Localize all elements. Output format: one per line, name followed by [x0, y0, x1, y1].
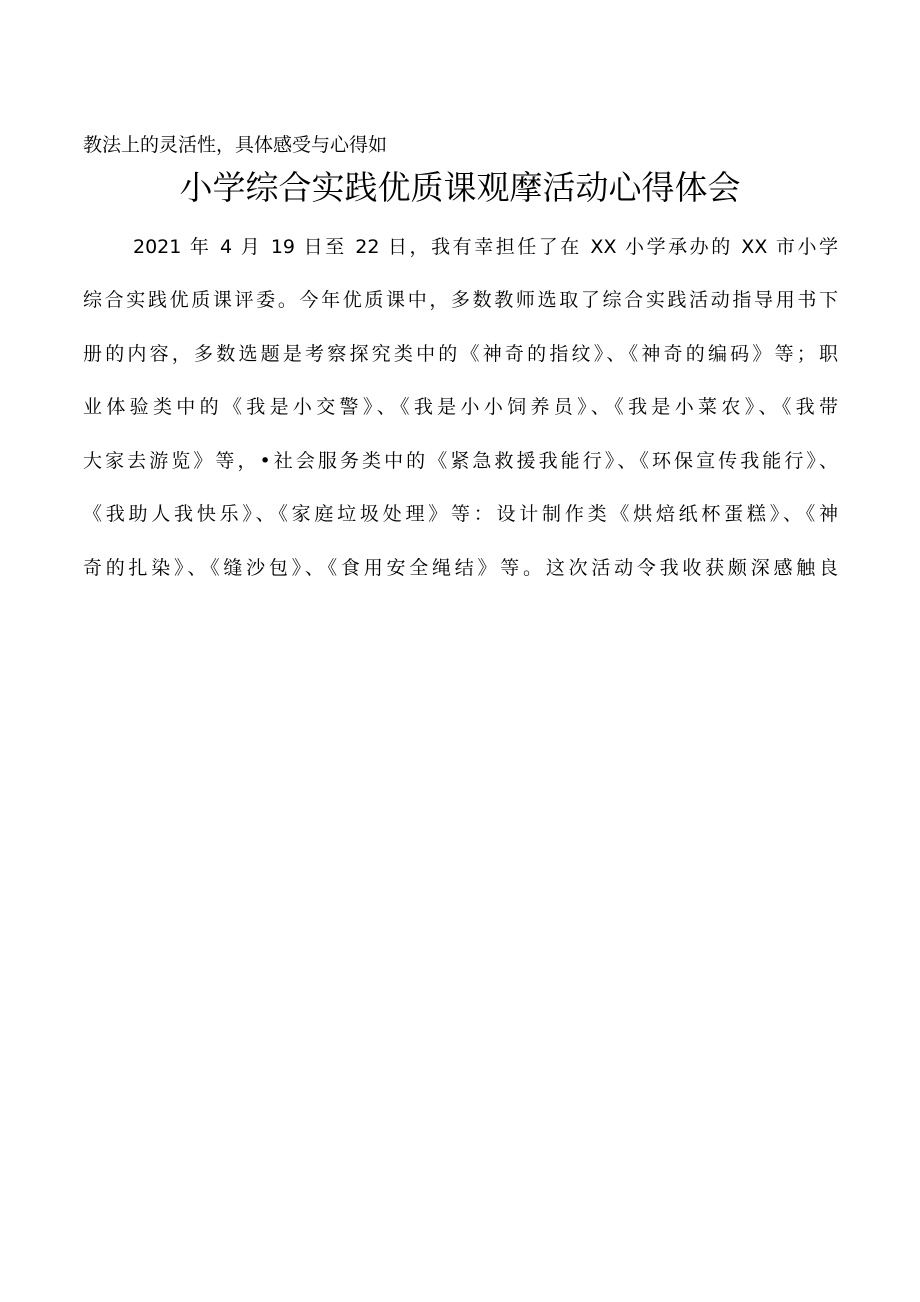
body-line: 奇的扎染》、《缝沙包》、《食用安全绳结》等。这次活动令我收获颇深感触良	[83, 557, 838, 579]
body-line: 册的内容，多数选题是考察探究类中的《神奇的指纹》、《神奇的编码》等；职	[83, 343, 838, 365]
header-fragment: 教法上的灵活性，具体感受与心得如	[83, 134, 388, 156]
body-line: 2021 年 4 月 19 日至 22 日，我有幸担任了在 XX 小学承办的 XX 市小学	[133, 236, 838, 258]
body-line: 《我助人我快乐》、《家庭垃圾处理》等：设计制作类《烘焙纸杯蛋糕》、《神	[83, 503, 838, 525]
body-line: 综合实践优质课评委。今年优质课中，多数教师选取了综合实践活动指导用书下	[83, 289, 838, 311]
document-title: 小学综合实践优质课观摩活动心得体会	[179, 168, 741, 207]
body-line: 业体验类中的《我是小交警》、《我是小小饲养员》、《我是小菜农》、《我带	[83, 396, 838, 418]
body-line: 大家去游览》等，•社会服务类中的《紧急救援我能行》、《环保宣传我能行》、	[83, 450, 838, 472]
